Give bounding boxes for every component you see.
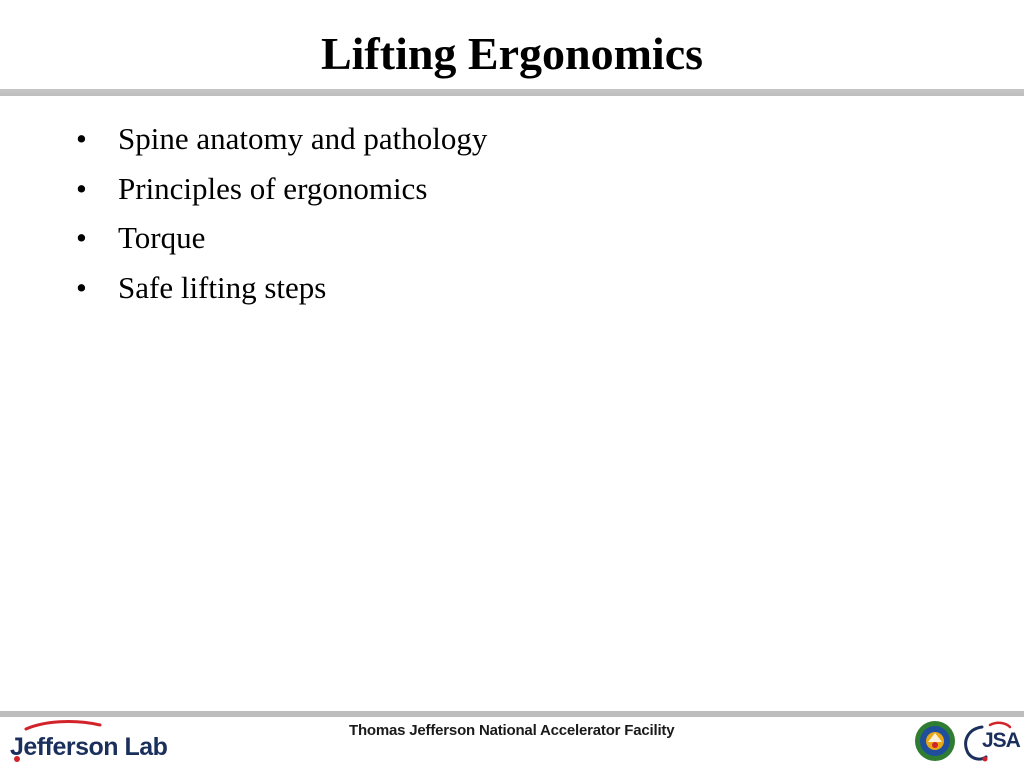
bullet-marker: • <box>76 220 87 255</box>
list-item <box>0 166 1024 216</box>
bullet-text: Spine anatomy and pathology <box>118 121 488 156</box>
bullet-list <box>0 116 1024 314</box>
bullet-marker: • <box>76 170 87 206</box>
jefferson-lab-logo <box>4 719 168 765</box>
bullet-text: Safe lifting steps <box>118 269 327 305</box>
facility-name: Thomas Jefferson National Accelerator Facility <box>349 722 675 739</box>
title-divider <box>0 89 1024 96</box>
bullet-marker: • <box>76 269 87 305</box>
bullet-marker: • <box>76 121 87 156</box>
list-item <box>0 116 1024 166</box>
jsa-logo <box>960 719 1022 765</box>
slide-title: Lifting Ergonomics <box>320 28 704 79</box>
bullet-text: Principles of ergonomics <box>118 170 428 206</box>
jsa-wordmark: JSA <box>982 729 1020 752</box>
bullet-text: Torque <box>118 220 206 255</box>
doe-seal-icon <box>914 720 956 762</box>
list-item <box>0 215 1024 265</box>
list-item <box>0 265 1024 315</box>
jefferson-lab-wordmark: Jefferson Lab <box>10 733 168 761</box>
footer <box>0 717 1024 768</box>
